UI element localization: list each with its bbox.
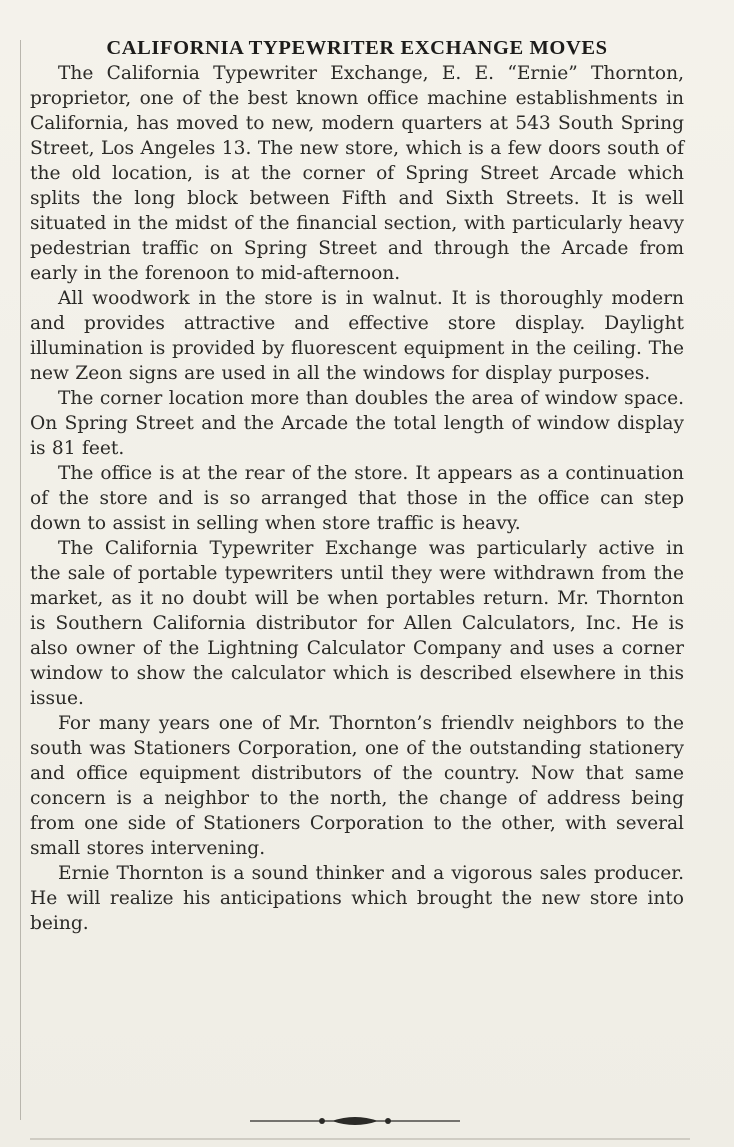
paragraph-4: The office is at the rear of the store. It appears as a continuation of the store and is so arranged that those in the office can step down to assist in selling when store traffic is heavy. <box>30 463 684 534</box>
paragraph-3: The corner location more than doubles the area of window space. On Spring Street and the Arcade the total length of window display is 81 feet. <box>30 388 684 459</box>
paragraph-2: All woodwork in the store is in walnut. It is thoroughly modern and provides attractive and effective store display. Daylight illumination is provided by fluorescent equipment in the ceiling. The new Zeon signs are used in all the windows for display purposes. <box>30 288 684 384</box>
bottom-page-rule <box>30 1138 690 1140</box>
paragraph-6: For many years one of Mr. Thornton’s friendlv neighbors to the south was Stationers Corporation, one of the outstanding stationery and office equipment distributors of the country. Now that same concern is a neighbor to the north, the change of address being from one side of Stationers Corporation to the other, with several small stores intervening. <box>30 713 684 859</box>
article-headline: CALIFORNIA TYPEWRITER EXCHANGE MOVES <box>106 37 608 59</box>
paragraph-7: Ernie Thornton is a sound thinker and a vigorous sales producer. He will realize his anticipations which brought the new store into being. <box>30 863 684 934</box>
article <box>30 36 684 936</box>
left-margin-rule <box>20 40 21 1120</box>
paragraph-5: The California Typewriter Exchange was particularly active in the sale of portable typewriters until they were withdrawn from the market, as it no doubt will be when portables return. Mr. Thornton is Southern California distributor for Allen Calculators, Inc. He is also owner of the Lightning Calculator Company and uses a corner window to show the calculator which is described elsewhere in this issue. <box>30 538 684 709</box>
paragraph-1: The California Typewriter Exchange, E. E. “Ernie” Thornton, proprietor, one of the best known office machine establishments in California, has moved to new, modern quarters at 543 South Spring Street, Los Angeles 13. The new store, which is a few doors south of the old location, is at the corner of Spring Street Arcade which splits the long block between Fifth and Sixth Streets. It is well situated in the midst of the financial section, with particularly heavy pedestrian traffic on Spring Street and through the Arcade from early in the forenoon to mid-afternoon. <box>30 63 684 284</box>
end-of-article-ornament-icon <box>250 1114 460 1128</box>
